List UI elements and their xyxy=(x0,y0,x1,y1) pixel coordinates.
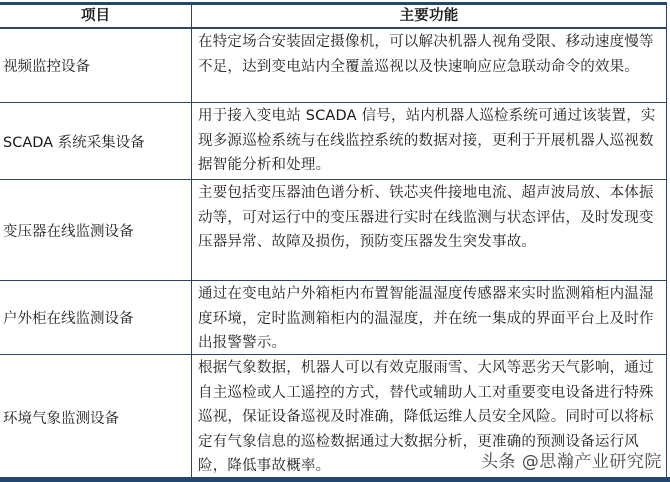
table-header-row xyxy=(0,5,667,29)
row-item: 户外柜在线监测设备 xyxy=(0,281,192,354)
header-item: 项目 xyxy=(0,5,192,27)
row-function: 通过在变电站户外箱柜内布置智能温湿度传感器来实时监测箱柜内温湿度环境，定时监测箱柜内的温湿度，并在统一集成的界面平台上及时作出报警警示。 xyxy=(192,281,667,354)
table-row xyxy=(0,29,667,103)
row-function: 主要包括变压器油色谱分析、铁芯夹件接地电流、超声波局放、本体振动等，可对运行中的变压器进行实时在线监测与状态评估，及时发现变压器异常、故障及损伤，预防变压器发生突发事故。 xyxy=(192,180,667,280)
watermark: 头条 @思瀚产业研究院 xyxy=(481,452,662,472)
functions-table xyxy=(0,2,667,479)
row-function: 在特定场合安装固定摄像机，可以解决机器人视角受限、移动速度慢等不足，达到变电站内全覆盖巡视以及快速响应应急联动命令的效果。 xyxy=(192,29,667,102)
row-item: 变压器在线监测设备 xyxy=(0,180,192,280)
row-item: SCADA 系统采集设备 xyxy=(0,103,192,179)
row-item: 环境气象监测设备 xyxy=(0,355,192,479)
table-row xyxy=(0,103,667,180)
header-function: 主要功能 xyxy=(192,5,667,27)
row-function: 用于接入变电站 SCADA 信号，站内机器人巡检系统可通过该装置，实现多源巡检系统与在线监控系统的数据对接，更利于开展机器人巡视数据智能分析和处理。 xyxy=(192,103,667,179)
table-bottom-rule xyxy=(0,477,670,482)
table-row xyxy=(0,281,667,355)
row-item: 视频监控设备 xyxy=(0,29,192,102)
table-row xyxy=(0,180,667,281)
row-function: 根据气象数据，机器人可以有效克服雨雪、大风等恶劣天气影响，通过自主巡检或人工遥控的方式，替代或辅助人工对重要变电设备进行特殊巡视，保证设备巡视及时准确，降低运维人员安全风险。同时可以将标定有气象信息的巡检数据通过大数据分析，更准确的预测设备运行风险，降低事故概率。 xyxy=(192,355,667,479)
